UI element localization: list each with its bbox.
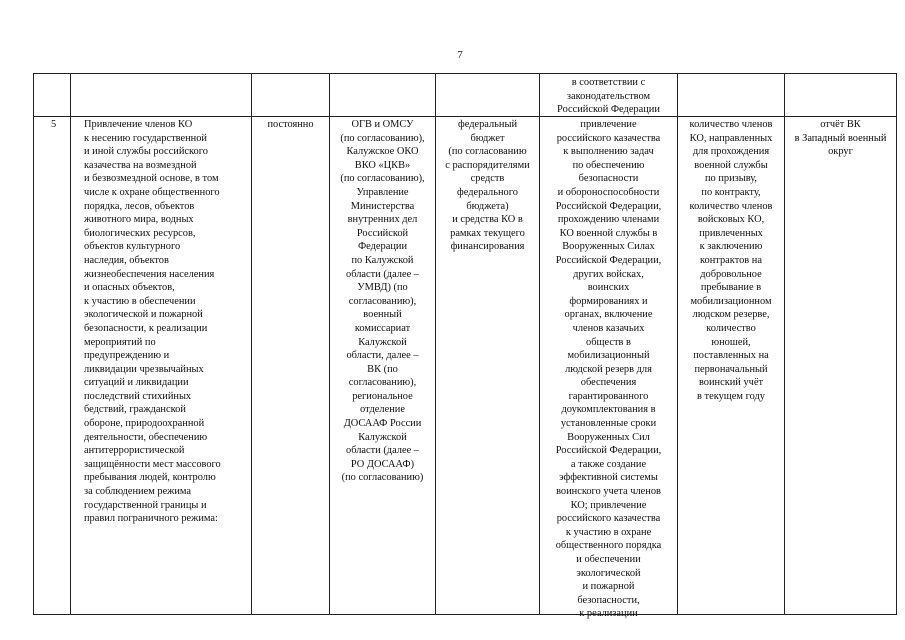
text-line: для прохождения [692,146,770,158]
text-line: к участию в обеспечении [84,295,196,307]
text-line: количество [706,322,756,334]
text-line: бедствий, гражданской [84,404,186,416]
text-line: эффективной системы [559,472,658,484]
text-line: Российской Федерации, [555,200,662,212]
text-line: в текущем году [697,390,765,402]
text-line: по Калужской [351,254,414,266]
text-line: КО; привлечение [570,499,647,511]
text-line: Привлечение членов КО [84,119,193,130]
text-line: объектов культурного [84,241,181,253]
text-line: по призыву, [704,173,758,185]
text-line: Российской Федерации, [555,445,662,457]
text-line: мобилизационный [567,350,650,362]
text-line: к заключению [699,241,763,253]
text-line: пребывания людей, контролю [84,472,216,484]
text-line: последствий стихийных [84,390,192,402]
row-number-cell: 5 [51,119,57,130]
text-line: Управление [356,186,409,198]
table-bottom-border [33,614,897,615]
text-line: с распорядителями [445,159,530,171]
period-cell [252,118,329,132]
text-line: Российской Федерации, [555,254,662,266]
text-line: обществ в [586,336,631,348]
page-number: 7 [457,49,463,61]
text-line: ОГВ и ОМСУ [351,119,414,130]
text-line: ДОСААФ России [343,418,422,430]
text-line: Федерации [357,241,408,253]
text-line: ситуаций и ликвидации [84,377,189,389]
text-line: прохождению членами [557,214,660,226]
text-line: КО военной службы в [559,227,658,239]
text-line: поставленных на [693,350,769,362]
text-line: обеспечения [580,377,637,389]
text-line: привлечение [580,119,637,130]
text-line: казачества на возмездной [84,159,197,171]
text-line: Калужской [358,336,407,348]
column-divider [70,73,71,615]
text-line: членов казачьих [572,322,645,334]
text-line: воинского учета членов [556,486,661,498]
text-line: региональное [352,390,413,402]
text-line: бюджета) [466,200,509,212]
table-top-border [33,73,897,74]
text-line: войсковых КО, [697,214,765,226]
text-line: постоянно [267,119,314,130]
text-line: федеральный [457,119,518,130]
text-line: жизнеобеспечения населения [84,268,215,280]
text-line: области, далее – [346,350,419,362]
text-line: по обеспечению [572,159,645,171]
text-line: округ [828,146,853,158]
text-line: органах, включение [564,309,653,321]
text-line: внутренних дел [347,214,418,226]
text-line: экологической [576,567,641,579]
text-line: рамках текущего [450,227,525,239]
text-line: и обеспечении [576,554,641,565]
text-line: УМВД) (по [357,282,408,294]
report-form-cell [785,118,896,159]
text-line: и опасных объектов, [84,282,175,294]
text-line: российского казачества [556,513,661,525]
text-line: защищённости мест массового [84,458,221,470]
text-line: пребывание в [700,282,762,294]
text-line: первоначальный [694,363,768,375]
text-line: и средства КО в [452,214,523,226]
funding-source-cell [436,118,539,254]
text-line: и иной службы российского [84,146,208,158]
text-line: контрактов на [700,254,762,266]
text-line: доукомплектования в [561,404,656,416]
text-line: ВКО «ЦКВ» [354,159,411,171]
text-line: ВК (по [367,363,398,375]
text-line: деятельности, обеспечению [84,431,208,443]
text-line: Вооруженных Силах [562,241,655,253]
text-line: КО, направленных [689,132,773,144]
column-divider [251,73,252,615]
text-line: к выполнению задач [563,146,654,158]
text-line: животного мира, водных [84,214,194,226]
table-left-border [33,73,34,615]
text-line: (по согласованию) [341,472,424,484]
text-line: Вооруженных Сил [567,431,650,443]
text-line: а также создание [570,458,647,470]
text-line: финансирования [450,241,525,253]
text-line: бюджет [470,132,505,144]
row-divider [33,116,897,117]
text-line: государственной границы и [84,499,207,511]
text-line: мобилизационном [690,295,772,307]
text-line: количество членов [689,119,773,130]
text-line: к реализации [579,608,638,620]
text-line: формированиях и [569,295,648,307]
text-line: безопасности, к реализации [84,322,208,334]
text-line: комиссариат [354,322,411,334]
text-line: и пожарной [582,581,635,593]
text-line: добровольное [700,268,762,280]
text-line: (по согласованию), [340,173,425,185]
text-line: предупреждению и [84,350,170,362]
text-line: к несению государственной [84,132,207,144]
expected-result-cell [540,118,677,621]
text-line: (по согласованию), [340,132,425,144]
text-line: согласованию), [348,295,417,307]
text-line: и безвозмездной основе, в том [84,173,219,185]
table-right-border [896,73,897,615]
text-line: воинских [587,282,630,294]
text-line: Министерства [350,200,415,212]
text-line: юношей, [711,336,751,348]
text-line: отделение [360,404,405,416]
text-line: федерального [457,186,518,198]
event-description-cell [84,118,250,526]
text-line: ликвидации чрезвычайных [84,363,204,375]
text-line: количество членов [689,200,773,212]
text-line: безопасности [578,173,639,185]
text-line: за соблюдением режима [84,486,192,498]
text-line: и обороноспособности [557,186,660,198]
text-line: правил пограничного режима: [84,513,218,525]
text-line: РО ДОСААФ) [350,458,415,470]
text-line: средств [470,173,505,185]
text-line: гарантированного [568,390,649,402]
text-line: Калужское ОКО [346,146,419,158]
text-line: других войсках, [573,268,644,280]
text-line: военный [363,309,402,321]
text-line: Калужской [358,431,407,443]
text-line: антитеррористической [84,445,185,457]
text-line: по контракту, [701,186,761,198]
text-line: людской резерв для [565,363,652,375]
text-line: биологических ресурсов, [84,227,196,239]
indicators-cell [678,118,784,403]
text-line: российского казачества [556,132,661,144]
text-line: Российской [356,227,409,239]
executors-cell [330,118,435,485]
text-line: общественного порядка [555,540,662,552]
text-line: обороне, природоохранной [84,418,205,430]
text-line: привлеченных [699,227,763,239]
text-line: порядка, лесов, объектов [84,200,195,212]
text-line: наследия, объектов [84,254,169,266]
text-line: к участию в охране [565,526,652,538]
text-line: согласованию), [348,377,417,389]
text-line: мероприятий по [84,336,156,348]
text-line: воинский учёт [698,377,764,389]
text-line: экологической и пожарной [84,309,203,321]
continuation-result-cell: в соответствии с законодательством Российской Федерации [557,77,660,116]
text-line: отчёт ВК [820,119,861,130]
text-line: (по согласованию [448,146,527,158]
text-line: в Западный военный [794,132,887,144]
text-line: военной службы [694,159,768,171]
text-line: людском резерве, [692,309,770,321]
text-line: области (далее – [346,445,419,457]
text-line: числе к охране общественного [84,186,220,198]
text-line: безопасности, [577,594,640,606]
text-line: области (далее – [346,268,419,280]
text-line: установленные сроки [560,418,657,430]
